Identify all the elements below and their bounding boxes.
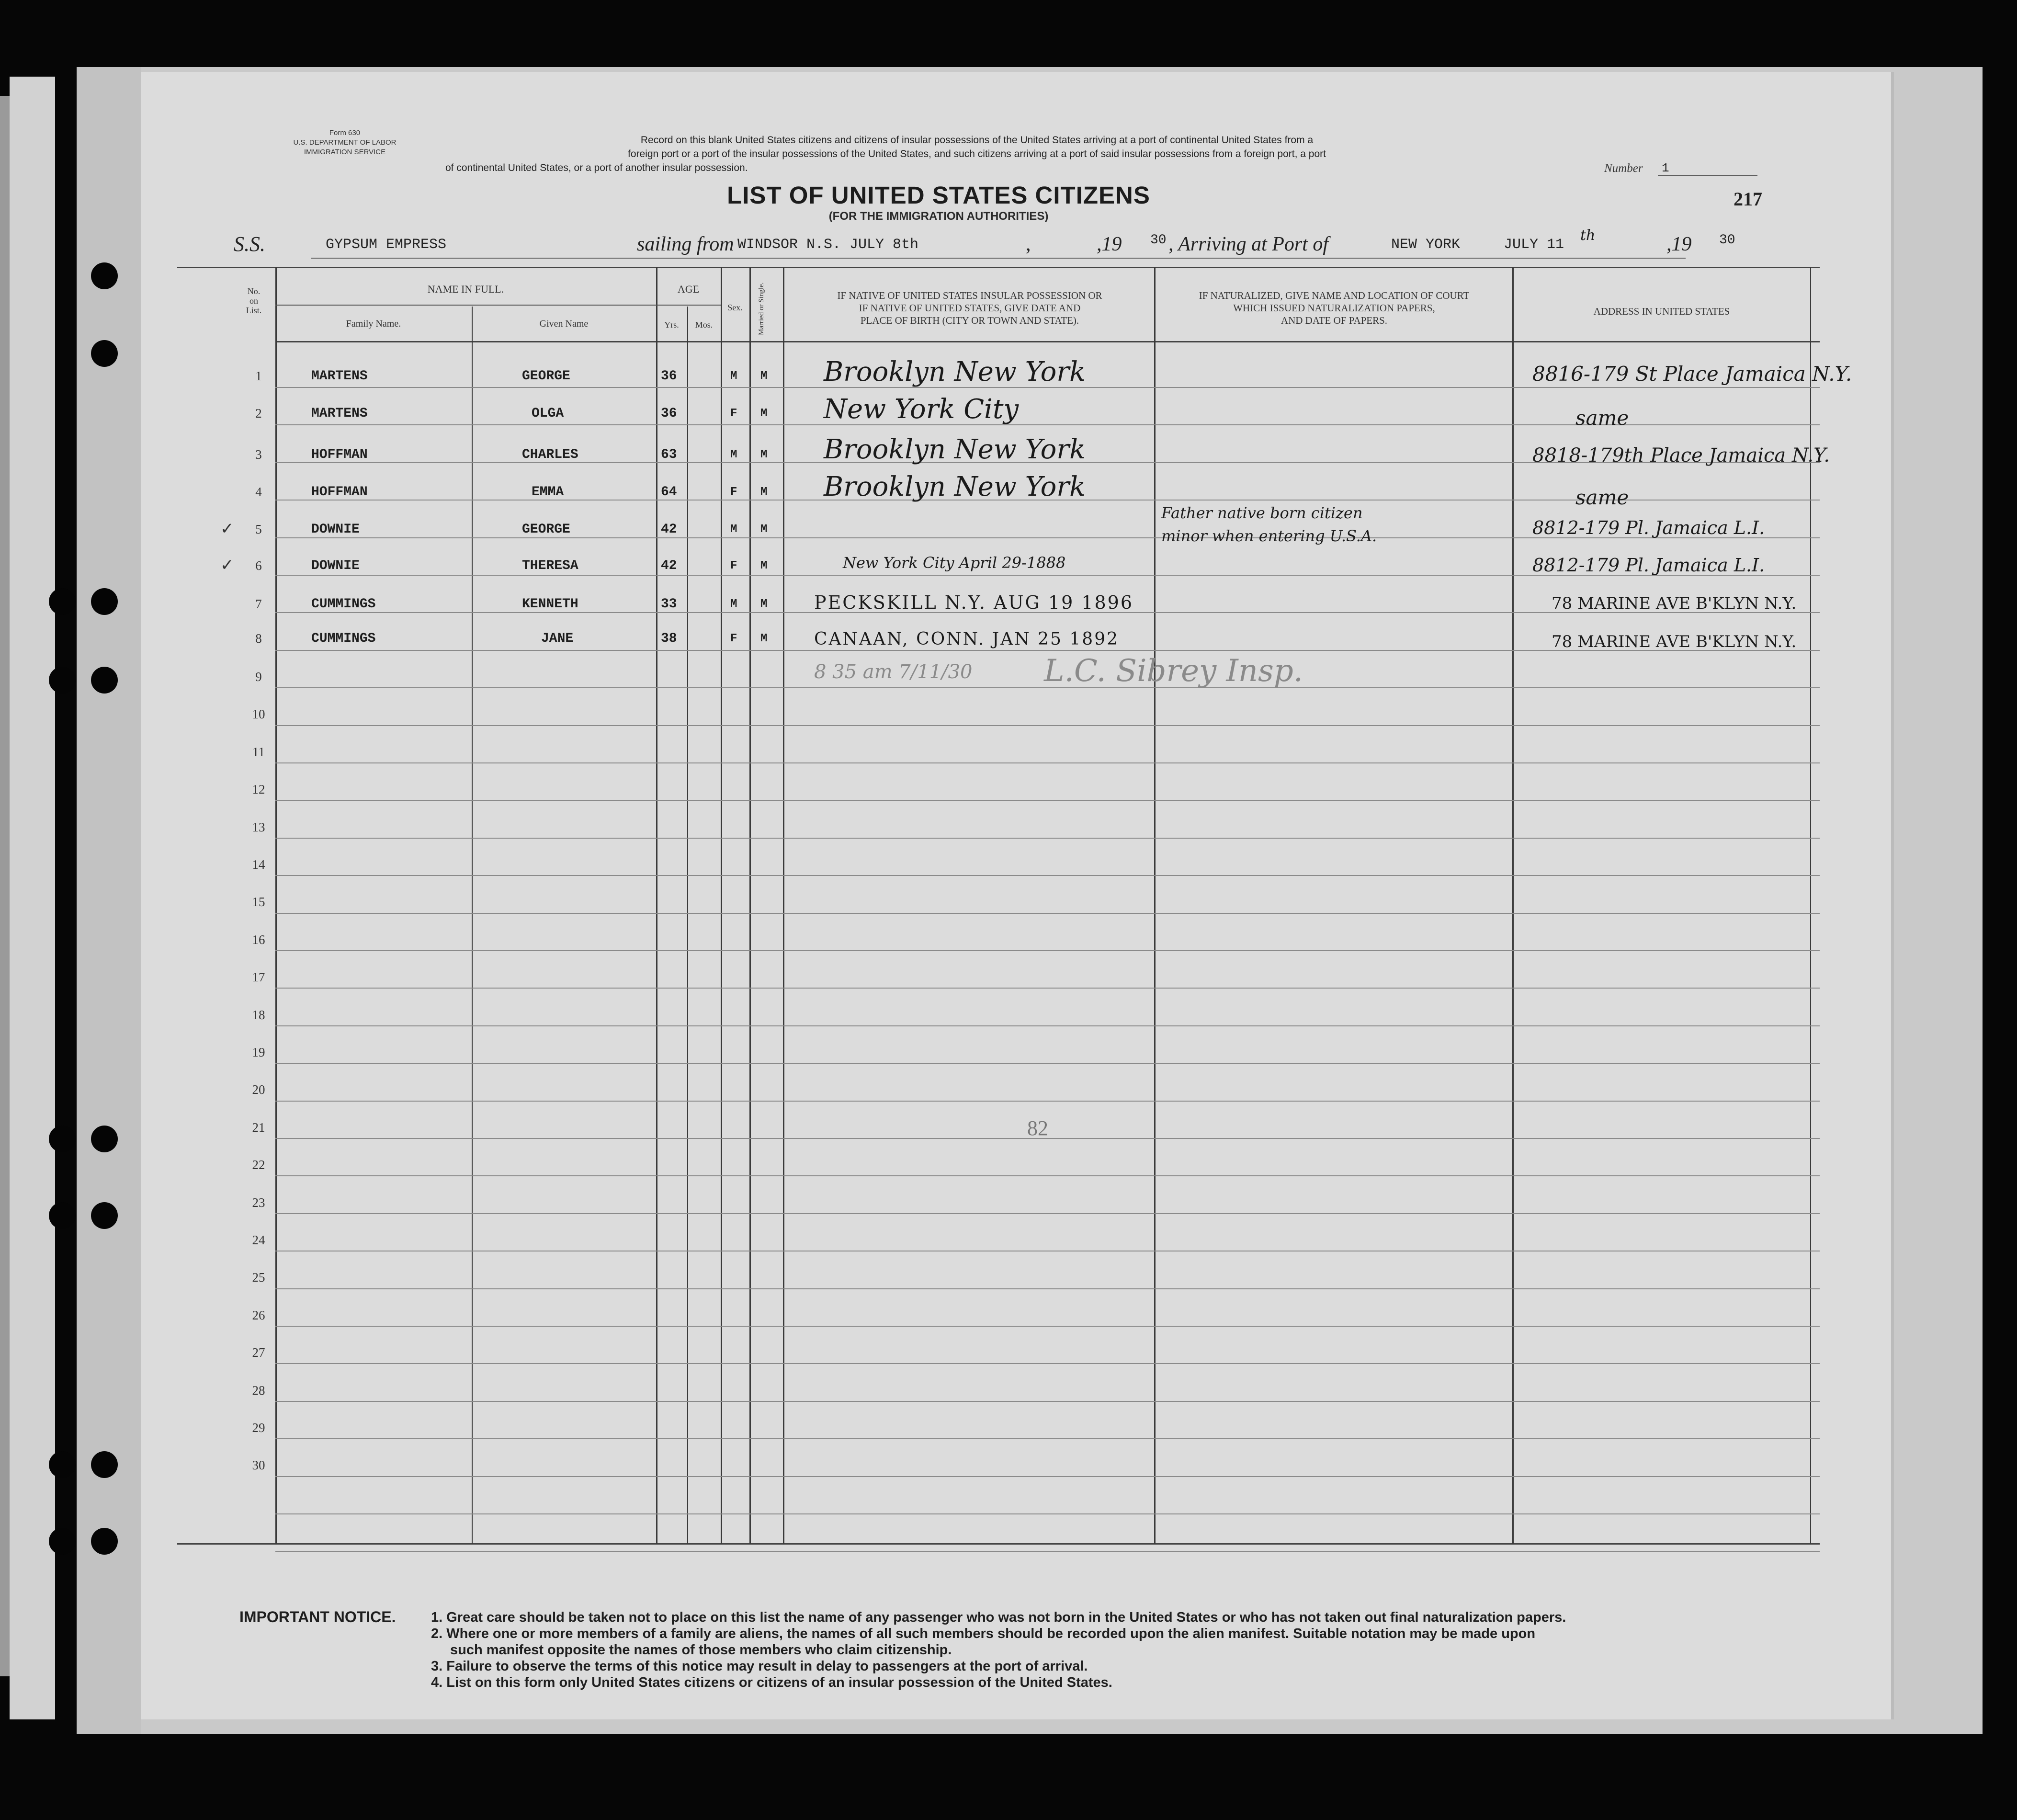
family-name: CUMMINGS: [311, 631, 376, 646]
sex: F: [730, 486, 737, 499]
row-number: 6: [255, 558, 262, 573]
family-name: HOFFMAN: [311, 447, 368, 462]
binding-hole: [91, 340, 118, 367]
binding-hole: [91, 1528, 118, 1555]
given-name: JANE: [541, 631, 574, 646]
row-number: 27: [252, 1345, 265, 1360]
row-rule: [275, 762, 1820, 763]
arrival-year: 30: [1719, 233, 1735, 248]
page-edge-left: [10, 77, 55, 1719]
row-number: 20: [252, 1082, 265, 1097]
row-number: 5: [255, 522, 262, 536]
binding-hole: [49, 667, 76, 694]
number-value: 1: [1658, 161, 1757, 176]
given-name: THERESA: [522, 558, 578, 573]
sex: M: [730, 370, 737, 383]
column-divider: [721, 267, 722, 1544]
arrival-date: JULY 11: [1504, 237, 1564, 253]
marital-status: M: [760, 632, 768, 645]
row-number: 28: [252, 1383, 265, 1398]
year-prefix: ,19: [1666, 233, 1692, 255]
binding-hole: [49, 1202, 76, 1229]
column-divider: [687, 307, 688, 1544]
sex: M: [730, 523, 737, 536]
notice-label: IMPORTANT NOTICE.: [239, 1608, 396, 1626]
birth-place: New York City April 29-1888: [843, 554, 1066, 572]
marital-status: M: [760, 559, 768, 572]
page-title: LIST OF UNITED STATES CITIZENS: [727, 182, 1150, 209]
marital-status: M: [760, 448, 768, 461]
row-rule: [275, 1063, 1820, 1064]
row-number: 10: [252, 707, 265, 721]
sex: M: [730, 448, 737, 461]
row-number: 14: [252, 857, 265, 872]
row-rule: [275, 1363, 1820, 1364]
sex: F: [730, 632, 737, 645]
voyage-underline: [311, 258, 1686, 259]
departure-port: WINDSOR N.S. JULY 8th: [737, 237, 919, 253]
binding-hole: [49, 1528, 76, 1555]
instructions-block: [445, 133, 1508, 175]
family-name: HOFFMAN: [311, 485, 368, 500]
column-divider: [1512, 267, 1514, 1544]
family-name: MARTENS: [311, 369, 368, 384]
form-number: Form 630: [329, 129, 361, 137]
row-rule: [275, 913, 1820, 914]
row-number: 1: [255, 369, 262, 383]
birth-place: Brooklyn New York: [824, 471, 1086, 502]
row-number: 29: [252, 1421, 265, 1435]
inspector-signature: L.C. Sibrey Insp.: [1044, 653, 1303, 689]
page-edge-outer: [0, 96, 10, 1676]
row-rule: [275, 838, 1820, 839]
table-bottom-border: [177, 1543, 1820, 1545]
row-number: 16: [252, 933, 265, 947]
header-birth-text: IF NATIVE OF UNITED STATES INSULAR POSSESSION OR IF NATIVE OF UNITED STATES, GIVE DATE AND PLACE OF BIRTH (CITY OR TOWN AND STATE).: [837, 290, 1102, 326]
instruction-line: foreign port or a port of the insular possessions of the United States, and such citizens arriving at a port of said insular possessions from a foreign port, a port: [628, 148, 1326, 159]
family-name: DOWNIE: [311, 558, 360, 573]
address: same: [1575, 486, 1629, 509]
header-list-number: [235, 286, 273, 315]
arriving-label: , Arriving at Port of: [1168, 233, 1329, 255]
name-subheader-line: [275, 305, 656, 306]
binding-hole: [91, 1451, 118, 1478]
row-number: 25: [252, 1270, 265, 1285]
row-number: 11: [252, 745, 265, 759]
header-age-months: Mos.: [695, 320, 713, 330]
row-number: 23: [252, 1195, 265, 1210]
address: 8812-179 Pl. Jamaica L.I.: [1532, 517, 1765, 538]
stamp-number: 82: [1027, 1116, 1048, 1140]
row-rule: [275, 950, 1820, 951]
marital-status: M: [760, 598, 768, 611]
given-name: GEORGE: [522, 522, 570, 537]
row-number: 15: [252, 895, 265, 909]
row-rule: [275, 1513, 1820, 1514]
header-family-name: Family Name.: [346, 318, 401, 329]
birth-place: Brooklyn New York: [824, 434, 1086, 465]
family-name: CUMMINGS: [311, 597, 376, 612]
column-divider: [656, 267, 657, 1544]
binding-hole: [91, 262, 118, 289]
row-number: 21: [252, 1120, 265, 1135]
row-number: 13: [252, 820, 265, 834]
binding-hole: [91, 1126, 118, 1152]
header-sex: Sex.: [727, 303, 743, 312]
row-rule: [275, 1175, 1820, 1176]
column-divider: [783, 267, 784, 1544]
age-years: 64: [661, 485, 677, 500]
marital-status: M: [760, 486, 768, 499]
row-number: 30: [252, 1458, 265, 1472]
inspection-time: 8 35 am 7/11/30: [814, 661, 973, 683]
notice-item: such manifest opposite the names of those members who claim citizenship.: [450, 1642, 952, 1658]
year-prefix: ,19: [1097, 233, 1122, 255]
row-rule: [275, 1288, 1820, 1289]
header-list-number-text: No. on List.: [246, 286, 262, 315]
check-mark: ✓: [220, 520, 234, 538]
birth-place: New York City: [824, 394, 1019, 425]
age-years: 36: [661, 406, 677, 421]
age-years: 42: [661, 558, 677, 573]
instruction-line: Record on this blank United States citizens and citizens of insular possessions of the United States arriving at a port of continental United States from a: [640, 135, 1314, 146]
row-rule: [275, 1438, 1820, 1439]
header-birth: [785, 289, 1154, 327]
header-age-years: Yrs.: [664, 320, 679, 330]
row-number: 9: [255, 670, 262, 684]
column-divider: [1154, 267, 1156, 1544]
page-subtitle: (FOR THE IMMIGRATION AUTHORITIES): [828, 210, 1049, 223]
row-rule: [275, 875, 1820, 876]
given-name: OLGA: [532, 406, 564, 421]
address: same: [1575, 406, 1629, 430]
marital-status: M: [760, 370, 768, 383]
binding-hole: [49, 1126, 76, 1152]
family-name: DOWNIE: [311, 522, 360, 537]
header-age: AGE: [677, 283, 700, 295]
notice-item: 1. Great care should be taken not to place on this list the name of any passenger who was not born in the United States or who has not taken out final naturalization papers.: [431, 1610, 1566, 1625]
page-number: 217: [1734, 188, 1762, 210]
header-name-full: NAME IN FULL.: [427, 283, 504, 295]
notice-item: 3. Failure to observe the terms of this notice may result in delay to passengers at the port of arrival.: [431, 1659, 1088, 1674]
row-number: 3: [255, 447, 262, 462]
address: 8818-179th Place Jamaica N.Y.: [1532, 444, 1830, 466]
binding-hole: [91, 1202, 118, 1229]
birth-place: CANAAN, CONN. JAN 25 1892: [814, 629, 1120, 649]
naturalization-note: minor when entering U.S.A.: [1161, 527, 1377, 545]
age-years: 33: [661, 597, 677, 612]
row-number: 22: [252, 1158, 265, 1172]
notice-item: 2. Where one or more members of a family are aliens, the names of all such members should be recorded upon the alien manifest. Suitable notation may be made upon: [431, 1626, 1536, 1641]
given-name: KENNETH: [522, 597, 578, 612]
family-name: MARTENS: [311, 406, 368, 421]
row-rule: [275, 725, 1820, 726]
row-rule: [275, 800, 1820, 801]
row-number: 8: [255, 631, 262, 646]
column-divider: [472, 307, 473, 1544]
comma: ,: [1026, 233, 1031, 255]
row-rule: [275, 1401, 1820, 1402]
row-number: 19: [252, 1045, 265, 1059]
age-subheader-line: [656, 305, 721, 306]
notice-items: [431, 1609, 1566, 1691]
given-name: GEORGE: [522, 369, 570, 384]
age-years: 42: [661, 522, 677, 537]
table-header-border: [275, 341, 1820, 342]
header-naturalized-text: IF NATURALIZED, GIVE NAME AND LOCATION OF COURT WHICH ISSUED NATURALIZATION PAPERS, AND DATE OF PAPERS.: [1199, 290, 1470, 326]
column-divider: [749, 267, 751, 1544]
naturalization-note: Father native born citizen: [1161, 504, 1363, 522]
address: 8812-179 Pl. Jamaica L.I.: [1532, 555, 1765, 576]
header-marital-status: Married or Single.: [758, 282, 765, 335]
service-name: IMMIGRATION SERVICE: [304, 148, 386, 156]
address: 78 MARINE AVE B'KLYN N.Y.: [1552, 632, 1797, 651]
row-number: 18: [252, 1008, 265, 1022]
marital-status: M: [760, 523, 768, 536]
birth-place: PECKSKILL N.Y. AUG 19 1896: [814, 592, 1134, 613]
age-years: 36: [661, 369, 677, 384]
table-top-border: [177, 267, 1820, 268]
instruction-line: of continental United States, or a port of another insular possession.: [445, 162, 748, 173]
binding-hole: [49, 1451, 76, 1478]
ship-name: GYPSUM EMPRESS: [326, 237, 447, 253]
row-number: 17: [252, 970, 265, 984]
given-name: CHARLES: [522, 447, 578, 462]
row-number: 26: [252, 1308, 265, 1322]
binding-hole: [91, 588, 118, 615]
header-address: ADDRESS IN UNITED STATES: [1593, 306, 1730, 317]
age-years: 63: [661, 447, 677, 462]
arrival-port: NEW YORK: [1391, 237, 1461, 253]
binding-hole: [49, 588, 76, 615]
row-number: 7: [255, 597, 262, 611]
row-rule: [275, 1213, 1820, 1214]
row-rule: [275, 988, 1820, 989]
notice-item: 4. List on this form only United States citizens or citizens of an insular possession of the United States.: [431, 1675, 1112, 1690]
row-rule: [275, 1101, 1820, 1102]
departure-year: 30: [1150, 233, 1167, 248]
arrival-date-suffix: th: [1580, 227, 1596, 244]
row-number: 4: [255, 485, 262, 499]
sex: F: [730, 407, 737, 420]
header-given-name: Given Name: [539, 318, 589, 329]
binding-strip: [77, 67, 141, 1734]
marital-status: M: [760, 407, 768, 420]
row-number: 2: [255, 406, 262, 421]
row-rule: [275, 1551, 1820, 1552]
row-number: 24: [252, 1233, 265, 1247]
binding-hole: [91, 667, 118, 694]
address: 78 MARINE AVE B'KLYN N.Y.: [1552, 594, 1797, 613]
sex: M: [730, 598, 737, 611]
number-label: Number: [1604, 162, 1643, 175]
age-years: 38: [661, 631, 677, 646]
address: 8816-179 St Place Jamaica N.Y.: [1532, 362, 1852, 386]
sailing-label: sailing from: [637, 233, 734, 255]
header-naturalized: [1156, 289, 1512, 327]
birth-place: Brooklyn New York: [824, 356, 1086, 387]
form-id-block: [254, 128, 436, 157]
row-rule: [275, 1326, 1820, 1327]
row-number: 12: [252, 782, 265, 796]
sex: F: [730, 559, 737, 572]
given-name: EMMA: [532, 485, 564, 500]
row-rule: [275, 1025, 1820, 1026]
check-mark: ✓: [220, 557, 234, 574]
row-rule: [275, 1476, 1820, 1477]
department-name: U.S. DEPARTMENT OF LABOR: [293, 138, 397, 147]
ss-label: S.S.: [234, 232, 265, 256]
